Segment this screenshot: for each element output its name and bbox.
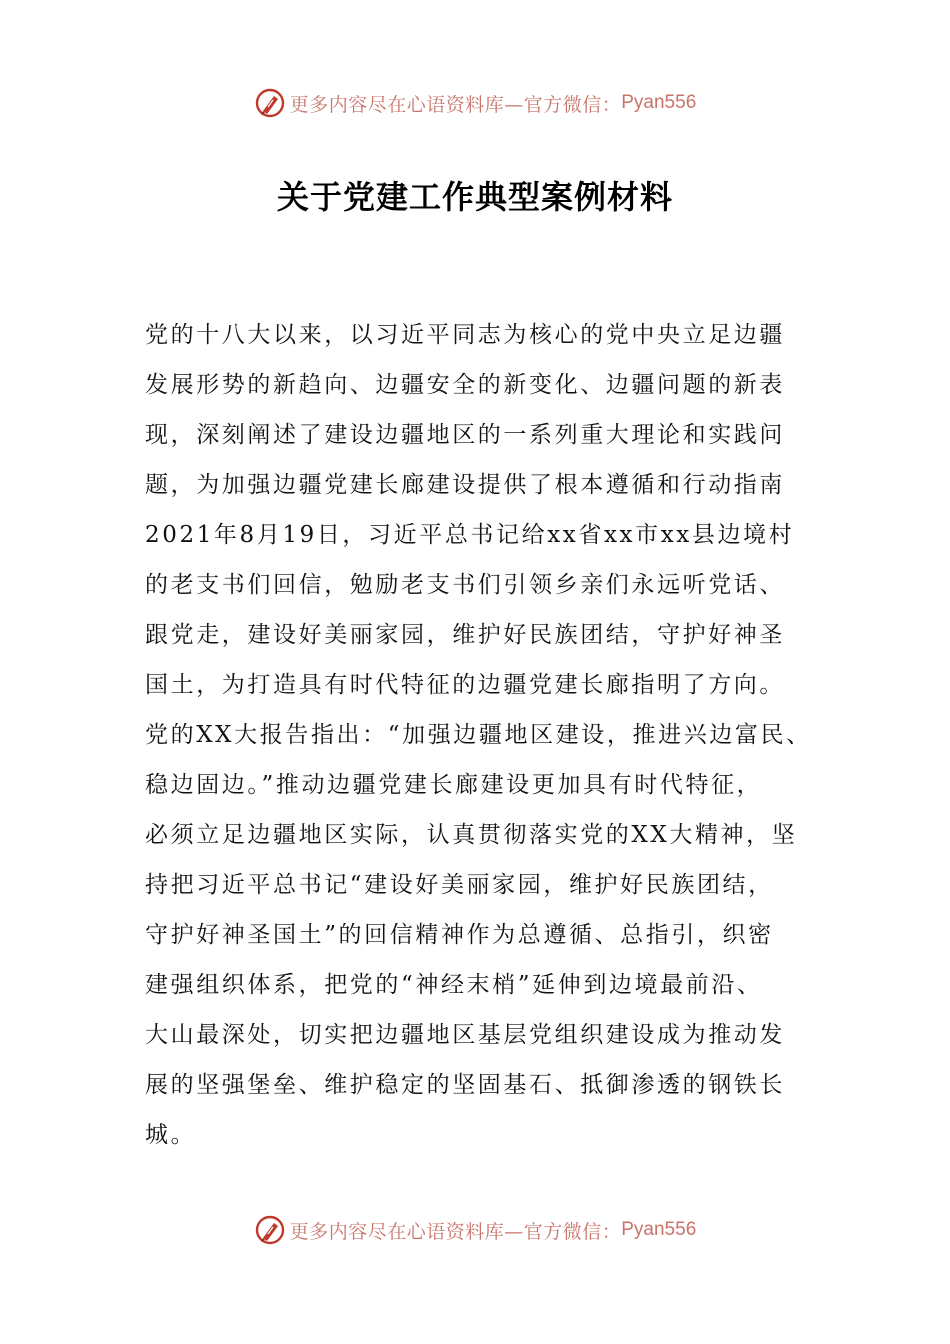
body-line: 发展形势的新趋向、边疆安全的新变化、边疆问题的新表 (145, 372, 785, 398)
body-line: 国土，为打造具有时代特征的边疆党建长廊指明了方向。 (145, 672, 785, 698)
watermark-text: 更多内容尽在心语资料库—官方微信： (289, 93, 622, 116)
body-line: 党的XX大报告指出：“加强边疆地区建设，推进兴边富民、 (145, 722, 812, 748)
document-body (145, 310, 825, 1160)
watermark-text: 更多内容尽在心语资料库—官方微信： (289, 1220, 622, 1243)
body-line: 展的坚强堡垒、维护稳定的坚固基石、抵御渗透的钢铁长 (145, 1072, 785, 1098)
body-line: 的老支书们回信，勉励老支书们引领乡亲们永远听党话、 (145, 572, 785, 598)
header-watermark (0, 83, 950, 123)
watermark-handle: Pyan556 (621, 92, 697, 113)
body-line: 题，为加强边疆党建长廊建设提供了根本遵循和行动指南 (145, 472, 785, 498)
pen-nib-logo-icon (254, 1214, 286, 1246)
body-line: 2021年8月19日，习近平总书记给xx省xx市xx县边境村 (145, 522, 795, 548)
pen-nib-logo-icon (254, 87, 286, 119)
footer-watermark (0, 1210, 950, 1250)
body-line: 现，深刻阐述了建设边疆地区的一系列重大理论和实践问 (145, 422, 785, 448)
body-line: 守护好神圣国土”的回信精神作为总遵循、总指引，织密 (145, 922, 774, 948)
body-line: 党的十八大以来，以习近平同志为核心的党中央立足边疆 (145, 322, 785, 348)
body-line: 跟党走，建设好美丽家园，维护好民族团结，守护好神圣 (145, 622, 785, 648)
body-line: 必须立足边疆地区实际，认真贯彻落实党的XX大精神，坚 (145, 822, 798, 848)
body-line: 大山最深处，切实把边疆地区基层党组织建设成为推动发 (145, 1022, 785, 1048)
body-line: 持把习近平总书记“建设好美丽家园，维护好民族团结， (145, 872, 774, 898)
body-line: 建强组织体系，把党的“神经末梢”延伸到边境最前沿、 (145, 972, 763, 998)
watermark-handle: Pyan556 (621, 1219, 697, 1240)
document-title: 关于党建工作典型案例材料 (276, 178, 673, 216)
body-line: 城。 (145, 1122, 197, 1148)
body-line: 稳边固边。”推动边疆党建长廊建设更加具有时代特征， (145, 772, 763, 798)
